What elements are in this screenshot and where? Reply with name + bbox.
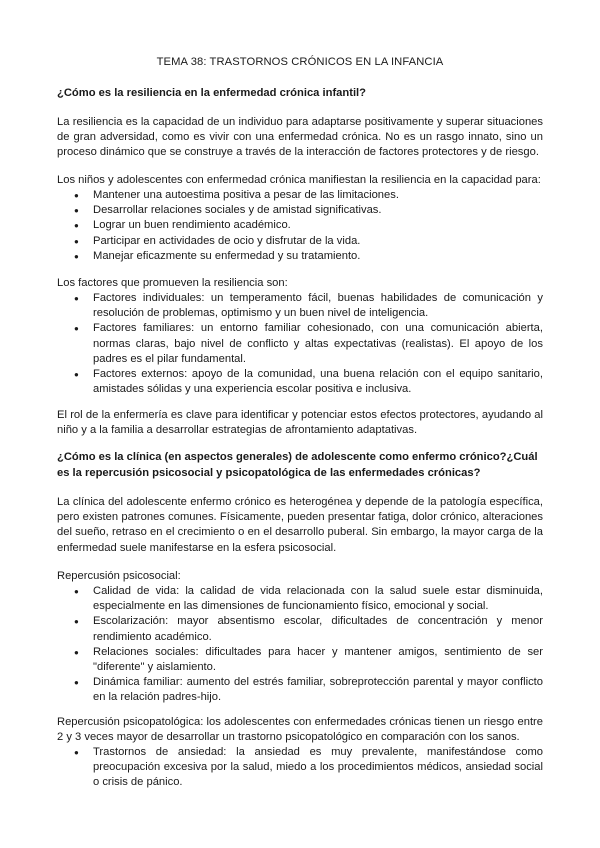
list-item: ● Calidad de vida: la calidad de vida relacionada con la salud suele estar disminuida, especialmente en las dimensiones de funcionamiento físico, emocional y social.: [57, 584, 543, 614]
list-item: ● Trastornos de ansiedad: la ansiedad es muy prevalente, manifestándose como preocupación excesiva por la salud, miedo a los procedimientos médicos, ansiedad social o crisis de pánico.: [57, 745, 543, 791]
list-item: ● Relaciones sociales: dificultades para hacer y mantener amigos, sentimiento de ser "diferente" y aislamiento.: [57, 645, 543, 675]
list-item: ● Participar en actividades de ocio y disfrutar de la vida.: [57, 234, 543, 249]
list-item: ● Manejar eficazmente su enfermedad y su tratamiento.: [57, 249, 543, 264]
q2-intro-paragraph: La clínica del adolescente enfermo crónico es heterogénea y depende de la patología específica, pero existen patrones comunes. Físicamente, pueden presentar fatiga, dolor crónico, alteraciones del sueño, retraso en el crecimiento o en el desarrollo puberal. Sin embargo, la mayor carga de la enfermedad suele manifestarse en la esfera psicosocial.: [57, 496, 543, 554]
question-2-heading: ¿Cómo es la clínica (en aspectos generales) de adolescente como enfermo crónico?¿Cuál es la repercusión psicosocial y psicopatológica de las enfermedades crónicas?: [57, 451, 538, 479]
list-item: ● Escolarización: mayor absentismo escolar, dificultades de concentración y menor rendimiento académico.: [57, 614, 543, 644]
list-item: ● Factores externos: apoyo de la comunidad, una buena relación con el equipo sanitario, amistades sólidas y una experiencia escolar positiva e inclusiva.: [57, 367, 543, 397]
q1-capacity-intro: Los niños y adolescentes con enfermedad crónica manifiestan la resiliencia en la capacidad para:: [57, 174, 541, 186]
q1-capacity-list: [57, 188, 543, 264]
list-item: ● Lograr un buen rendimiento académico.: [57, 218, 543, 233]
list-item: ● Factores familiares: un entorno familiar cohesionado, con una comunicación abierta, normas claras, bajo nivel de conflicto y altas expectativas (realistas). El apoyo de los padres es el pilar fundamental.: [57, 321, 543, 367]
list-item: ● Desarrollar relaciones sociales y de amistad significativas.: [57, 203, 543, 218]
q1-factors-list: [57, 291, 543, 397]
q1-factors-intro: Los factores que promueven la resiliencia son:: [57, 277, 288, 289]
list-item: ● Mantener una autoestima positiva a pesar de las limitaciones.: [57, 188, 543, 203]
list-item: ● Factores individuales: un temperamento fácil, buenas habilidades de comunicación y resolución de problemas, optimismo y un buen nivel de inteligencia.: [57, 291, 543, 321]
question-1-heading: ¿Cómo es la resiliencia en la enfermedad crónica infantil?: [57, 87, 366, 99]
q1-nursing-paragraph: El rol de la enfermería es clave para identificar y potenciar estos efectos protectores, ayudando al niño y a la familia a desarrollar estrategias de afrontamiento adaptativas.: [57, 409, 543, 437]
page-title: TEMA 38: TRASTORNOS CRÓNICOS EN LA INFANCIA: [156, 56, 444, 68]
q2-psychopath-intro: Repercusión psicopatológica: los adolescentes con enfermedades crónicas tienen un riesgo entre 2 y 3 veces mayor de desarrollar un trastorno psicopatológico en comparación con los sanos.: [57, 716, 543, 744]
q2-psychosocial-list: [57, 584, 543, 706]
list-item: ● Dinámica familiar: aumento del estrés familiar, sobreprotección parental y mayor conflicto en la relación padres-hijo.: [57, 675, 543, 705]
q2-psychosocial-label: Repercusión psicosocial:: [57, 570, 181, 582]
q2-psychopath-list: [57, 745, 543, 791]
q1-intro-paragraph: La resiliencia es la capacidad de un individuo para adaptarse positivamente y superar situaciones de gran adversidad, como es vivir con una enfermedad crónica. No es un rasgo innato, sino un proceso dinámico que se construye a través de la interacción de factores protectores y de riesgo.: [57, 116, 543, 159]
